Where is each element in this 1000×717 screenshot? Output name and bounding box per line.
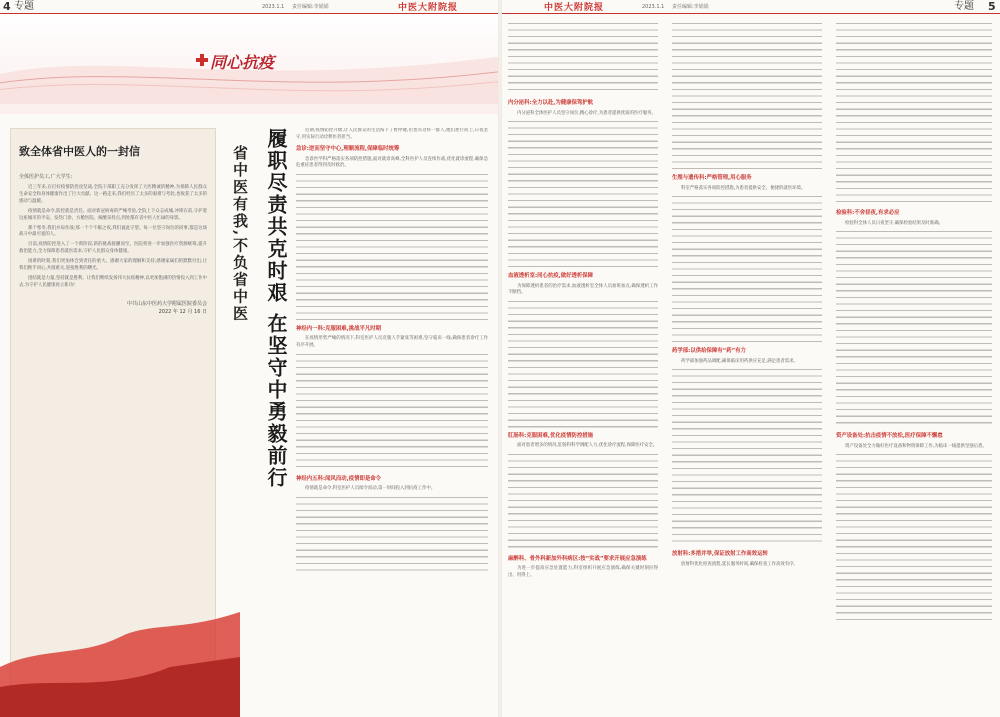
signature-date: 2022 年 12 月 16 日 (158, 308, 207, 315)
section-heading: 肛肠科:克服困难,优化疫情防控措施 (508, 432, 594, 439)
sub-headline: 省中医有我,不负省中医 (231, 145, 249, 323)
section-text: 为进一步提高应急处置能力,科室组织开展应急演练,确保关键时刻拉得出、用得上。 (508, 566, 658, 578)
section-label: 专题 (954, 1, 974, 12)
section-text: 科室严格落实各项防控措施,为患者提供安全、便捷的就医环境。 (681, 185, 806, 191)
section-heading: 放射科:多措并举,保证放射工作高效运转 (672, 551, 768, 558)
letter-paragraph: 近三年来,在打好疫情防控攻坚战,全院干部职工充分发挥了大医精诚的精神,为保障人民群众生命安全和身体健康作出了巨大贡献。这一路走来,我们经历了太多的艰难与考验,也收获了太多的感动与温暖。 (19, 185, 207, 204)
medical-cross-icon (196, 54, 208, 66)
letter-paragraph: 疫情就是命令,防控就是责任。面对新冠病毒的严峻考验,全院上下众志成城,冲锋在前,守护着这座城市的平安。发热门诊、方舱医院、核酸采样点,到处都有省中医人忙碌的身影。 (19, 208, 207, 221)
section-text: 放射科优化检查流程,延长服务时间,确保检查工作高效有序。 (681, 561, 798, 567)
section-heading: 生殖与遗传科:严格管理,用心服务 (672, 175, 752, 181)
body-text-block (836, 20, 992, 205)
body-text-block (672, 366, 822, 546)
section-text: 药学部加强药品调配,确保临床用药供应充足,满足患者需求。 (681, 358, 798, 364)
article-column-1 (296, 128, 488, 708)
page-number: 4 (3, 0, 11, 13)
section-heading: 资产设备处:抗击疫情不放松,医疗保障不懈怠 (836, 433, 943, 440)
body-text-block (508, 298, 658, 428)
section-heading: 急诊:逆而坚守中心,理顺流程,保障临时统筹 (296, 146, 400, 153)
body-text-block (296, 351, 488, 471)
section-heading: 内分泌科:全力以赴,为健康保驾护航 (508, 100, 594, 106)
red-silhouette-decoration (0, 607, 240, 717)
article-intro: 近期,疫情防控升级,让人民群众的生活按下了暂停键,但也有这样一群人,他们逆行而上,日夜坚守,用实际行动诠释医者担当。 (296, 128, 488, 140)
special-topic-banner (0, 14, 498, 114)
section-text: 急诊医学科严格落实各项防控措施,面对就诊高峰,全科医护人员连续作战,优化就诊流程,确保急危重症患者得到及时救治。 (296, 156, 488, 169)
page-number: 5 (988, 0, 996, 13)
section-heading: 神经内五科:闻风而动,疫情即是命令 (296, 475, 382, 482)
article-column-2 (508, 20, 658, 710)
section-text: 疫情就是命令,科室医护人员闻令而动,第一时间投入到抗疫工作中。 (305, 486, 436, 492)
section-label: 专题 (14, 1, 34, 12)
letter-signature (19, 300, 207, 316)
letter-paragraph: 团结就是力量,坚持就是胜利。让我们继续发扬伟大抗疫精神,以更加饱满的热情投入到工作中去,为守护人民健康再立新功! (19, 275, 207, 288)
letter-title: 致全体省中医人的一封信 (19, 145, 140, 158)
left-page (0, 0, 498, 717)
section-heading: 麻醉科、骨外科新加外科病区:按“实战”要求开展应急演练 (508, 555, 647, 562)
body-text-block (508, 451, 658, 551)
letter-salutation: 全体医护员工,广大学生: (19, 174, 73, 180)
section-heading: 药学部:以供给保障有“药”有力 (672, 348, 746, 355)
body-text-block (296, 494, 488, 574)
body-text-block (508, 118, 658, 268)
issue-date: 2023.1.1 (642, 4, 665, 10)
editor: 责任编辑:李娟娟 (672, 4, 709, 10)
section-heading: 血液透析室:同心抗疫,做好透析保障 (508, 273, 594, 280)
banner-title: 同心抗疫 (210, 53, 275, 72)
section-text: 检验科全体人员日夜坚守,确保检验结果及时准确。 (845, 220, 943, 226)
section-text: 内分泌科全体医护人员坚守岗位,精心诊疗,为患者提供优质的医疗服务。 (517, 110, 656, 116)
right-header (502, 0, 1000, 14)
left-header (0, 0, 498, 14)
letter-paragraph: 目前,疫情防控进入了一个新阶段,新的挑战接踵而至。医院将进一步加强医疗资源统筹,提升救治能力,全力保障患者就医需求,守护人民群众身体健康。 (19, 242, 207, 255)
letter-paragraph: 那个寒冬,我们并肩作战;那一个个不眠之夜,我们彼此守望。每一位坚守岗位的同事,都是这场战斗中最可爱的人。 (19, 225, 207, 238)
section-text: 资产设备处全力做好医疗设备和物资保障工作,为临床一线提供坚强后盾。 (845, 443, 987, 449)
issue-date: 2023.1.1 (262, 4, 285, 10)
body-text-block (672, 20, 822, 170)
signature-org: 中共山东中医药大学附属医院委员会 (126, 300, 207, 307)
section-text: 面对患者增多的情况,肛肠科科学调配人力,优化诊疗流程,保障医疗安全。 (517, 443, 658, 449)
body-text-block (672, 193, 822, 343)
section-heading: 检验科:不舍昼夜,有求必应 (836, 210, 900, 216)
main-headline: 履职尽责共克时艰 在坚守中勇毅前行 (264, 128, 288, 489)
section-text: 为保障透析患者的治疗需求,血液透析室全体人员加班加点,确保透析工作不断档。 (508, 283, 658, 296)
body-text-block (836, 451, 992, 621)
article-column-4 (836, 20, 992, 710)
section-heading: 神经内一科:克服困难,挑战平凡时期 (296, 325, 382, 332)
right-page (502, 0, 1000, 717)
body-text-block (508, 20, 658, 95)
body-text-block (836, 228, 992, 428)
newspaper-logo: 中医大附院报 (544, 3, 605, 13)
article-column-3 (672, 20, 822, 710)
section-text: 在疫情形势严峻的情况下,科室医护人员克服人手紧张等困难,坚守临床一线,确保患者诊疗工作有序开展。 (296, 336, 488, 348)
body-text-block (296, 171, 488, 321)
letter-paragraph: 困难的时刻,我们更加体会到责任的重大。感谢大家的理解和支持,感谢家属们的默默付出,让我们携手同心,共渡难关,迎接胜利的曙光。 (19, 259, 207, 272)
editor: 责任编辑:李娟娟 (292, 4, 329, 10)
newspaper-logo: 中医大附院报 (398, 3, 459, 13)
